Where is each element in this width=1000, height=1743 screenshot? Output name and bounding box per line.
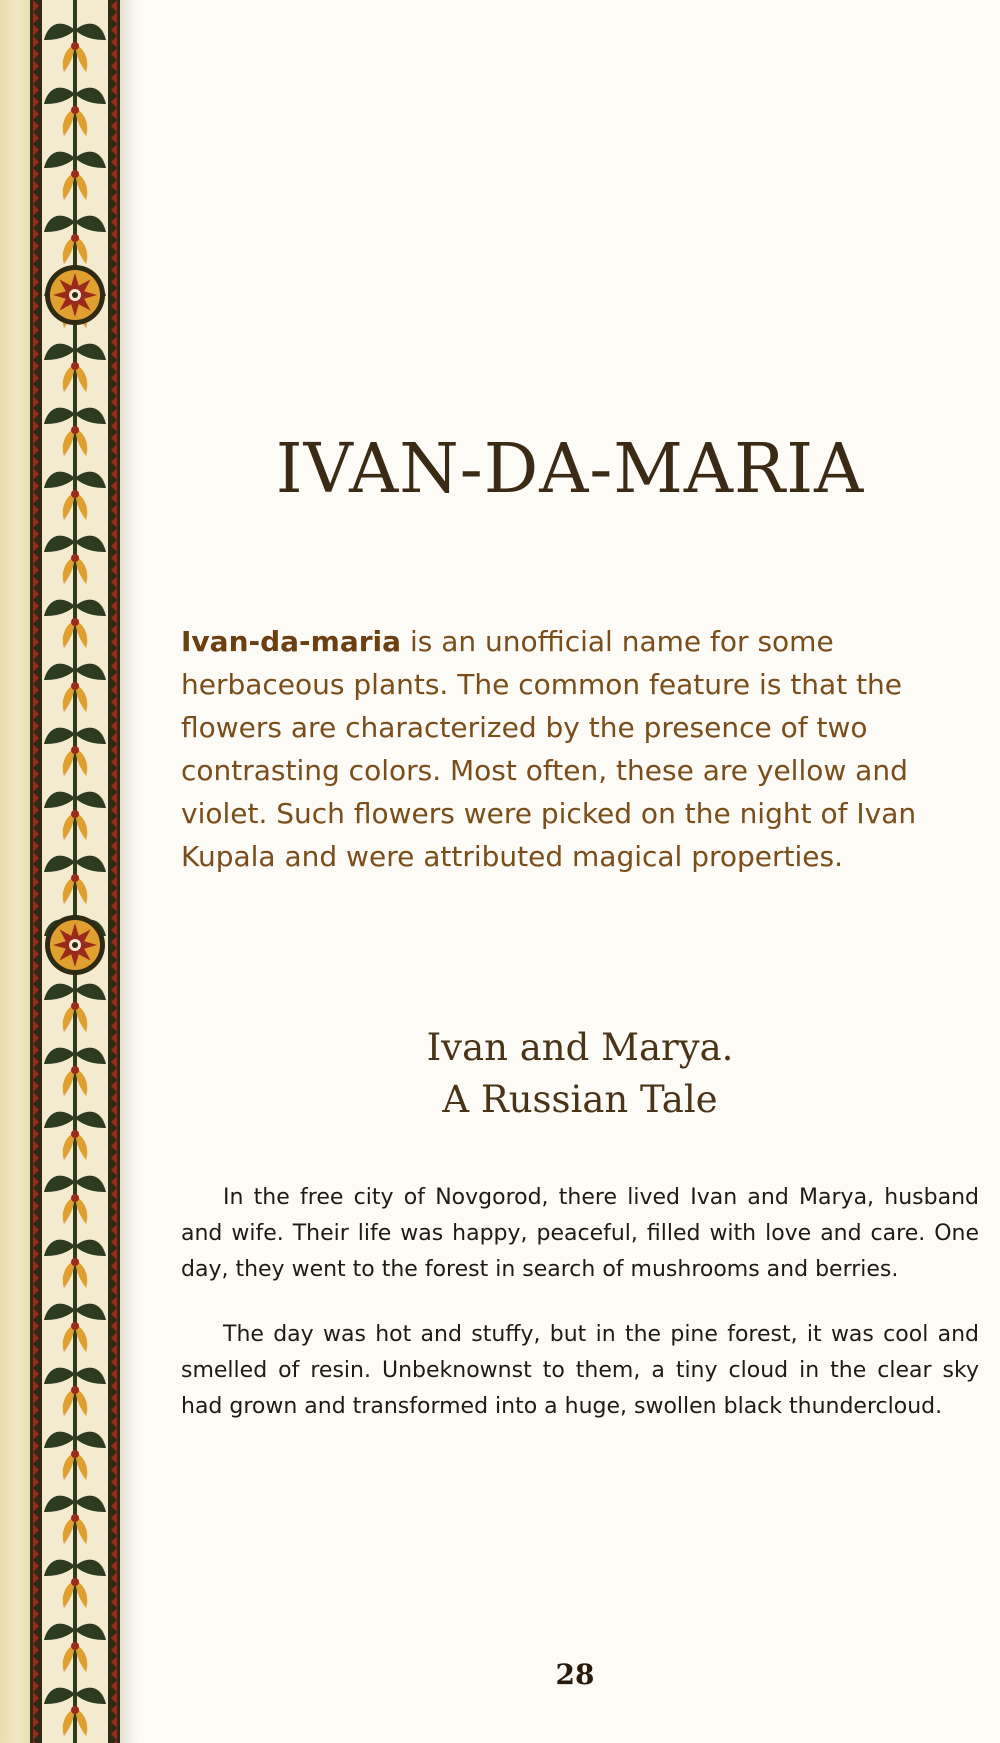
flower-center-icon [71,42,79,50]
story-paragraph-1: In the free city of Novgorod, there lived Ivan and Marya, husband and wife. Their life was happy, peaceful, filled with love and care. One day, they went to the forest in search of mushrooms and berries. [181,1185,979,1282]
page-edge [0,0,30,1743]
intro-paragraph [181,620,921,878]
flower-center-icon [71,170,79,178]
story-title-line2: A Russian Tale [442,1078,718,1121]
flower-center-icon [71,362,79,370]
story-paragraph-2: The day was hot and stuffy, but in the pine forest, it was cool and smelled of resin. Unbeknownst to them, a tiny cloud in the clear sky had grown and transformed into a huge, swollen black thundercloud. [181,1322,979,1419]
flower-center-icon [71,618,79,626]
flower-center-icon [71,1130,79,1138]
flower-center-icon [71,1322,79,1330]
flower-center-icon [71,1066,79,1074]
flower-center-icon [71,106,79,114]
flower-center-icon [71,746,79,754]
flower-center-icon [71,1706,79,1714]
flower-center-icon [71,810,79,818]
page-number: 28 [555,1658,595,1691]
page-title: IVAN-DA-MARIA [275,430,865,509]
flower-center-icon [71,554,79,562]
floral-border-icon [30,0,120,1743]
flower-center-icon [71,1578,79,1586]
ornamental-border [30,0,120,1743]
flower-center-icon [71,1450,79,1458]
flower-center-icon [71,874,79,882]
flower-center-icon [71,1194,79,1202]
flower-center-icon [71,490,79,498]
flower-center-icon [71,1258,79,1266]
flower-center-icon [71,1514,79,1522]
flower-center-icon [71,682,79,690]
gutter-shadow [120,0,138,1743]
flower-center-icon [71,1386,79,1394]
story-title [250,1022,910,1126]
story-title-line1: Ivan and Marya. [426,1026,734,1069]
flower-center-icon [71,426,79,434]
intro-text: is an unofficial name for some herbaceous plants. The common feature is that the flowers are characterized by the presence of two contrasting colors. Most often, these are yellow and violet. Such flowers were picked on the night of Ivan Kupala and were attributed magical properties. [181,625,917,873]
flower-center-icon [71,1002,79,1010]
flower-center-icon [71,234,79,242]
flower-center-icon [71,1642,79,1650]
intro-term: Ivan-da-maria [181,625,402,658]
